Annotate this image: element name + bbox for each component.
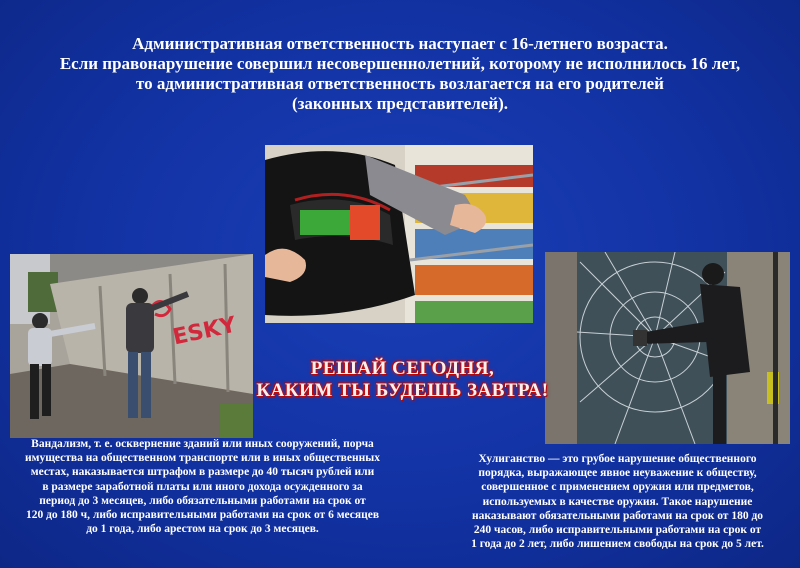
vandalism-photo bbox=[10, 254, 253, 438]
heading bbox=[0, 34, 800, 114]
caption-line: местах, наказывается штрафом в размере до 40 тысяч рублей или bbox=[30, 466, 375, 479]
caption-line: в размере заработной платы или иного дохода осужденного за bbox=[42, 480, 363, 493]
caption-line: наказывают обязательными работами на срок от 180 до bbox=[471, 509, 764, 522]
caption-line: имущества на общественном транспорте или в иных общественных bbox=[25, 452, 380, 465]
caption-line: до 1 года, либо арестом на срок до 3 месяцев. bbox=[86, 523, 319, 536]
caption-line: порядка, выражающее явное неуважение к обществу, bbox=[478, 467, 757, 480]
caption-line: 1 года до 2 лет, либо лишением свободы на срок до 5 лет. bbox=[471, 538, 764, 551]
heading-line: (законных представителей). bbox=[291, 94, 509, 113]
caption-line: 240 часов, либо исправительными работами на срок от bbox=[473, 524, 762, 537]
heading-line: Если правонарушение совершил несовершеннолетний, которому не исполнилось 16 лет, bbox=[59, 54, 741, 73]
caption-line: 120 до 180 ч, либо исправительными работами на срок от 6 месяцев bbox=[25, 509, 380, 522]
slogan bbox=[245, 358, 560, 402]
caption-line: Хулиганство — это грубое нарушение общественного bbox=[478, 453, 757, 465]
heading-line: Административная ответственность наступает с 16-летнего возраста. bbox=[132, 34, 668, 53]
vandalism-caption bbox=[5, 437, 400, 536]
caption-line: период до 3 месяцев, либо обязательными работами на срок от bbox=[39, 494, 366, 507]
hooliganism-caption bbox=[440, 452, 795, 551]
graffiti-text: ESKY bbox=[170, 312, 239, 351]
caption-line: Вандализм, т. е. осквернение зданий или иных сооружений, порча bbox=[31, 438, 374, 450]
slogan-line: РЕШАЙ СЕГОДНЯ, bbox=[310, 358, 495, 379]
slogan-line: КАКИМ ТЫ БУДЕШЬ ЗАВТРА! bbox=[256, 380, 549, 401]
caption-line: совершенное с применением оружия или предметов, bbox=[481, 481, 754, 494]
hooliganism-photo bbox=[545, 252, 790, 444]
theft-photo bbox=[265, 145, 533, 323]
caption-line: используемых в качестве оружия. Такое нарушение bbox=[482, 495, 753, 508]
heading-line: то административная ответственность возлагается на его родителей bbox=[136, 74, 664, 93]
